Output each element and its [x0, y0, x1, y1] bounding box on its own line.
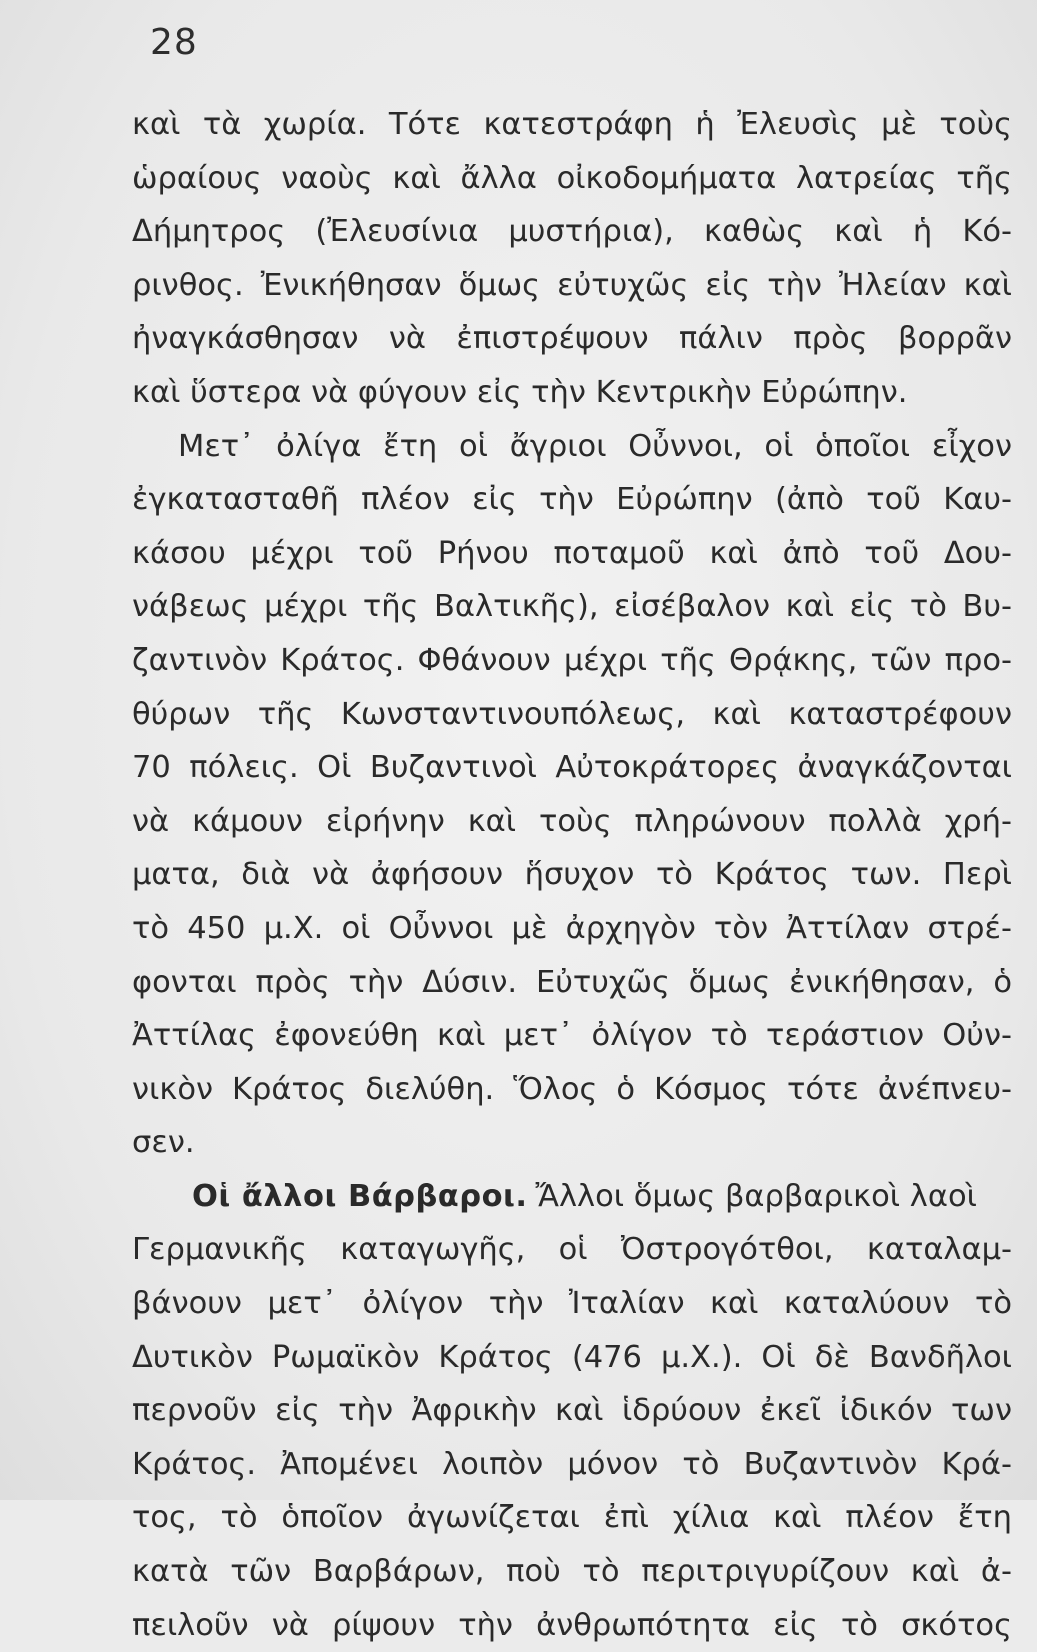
text-line: Κράτος. Ἀπομένει λοιπὸν μόνον τὸ Βυζαντινὸν Κρά-	[132, 1446, 1012, 1482]
text-line: ἐγκατασταθῆ πλέον εἰς τὴν Εὐρώπην (ἀπὸ τοῦ Καυ-	[132, 482, 1012, 518]
text-line: Δήμητρος (Ἐλευσίνια μυστήρια), καθὼς καὶ ἡ Κό-	[132, 214, 1012, 250]
section-first-line	[132, 1170, 1012, 1224]
body-text	[132, 98, 1012, 1652]
text-line: ζαντινὸν Κράτος. Φθάνουν μέχρι τῆς Θρᾴκης, τῶν προ-	[132, 642, 1012, 678]
text-line: φονται πρὸς τὴν Δύσιν. Εὐτυχῶς ὅμως ἐνικήθησαν, ὁ	[132, 964, 1012, 1000]
text-line: βάνουν μετ᾽ ὀλίγον τὴν Ἰταλίαν καὶ καταλύουν τὸ	[132, 1286, 1012, 1322]
text-line: κάσου μέχρι τοῦ Ρήνου ποταμοῦ καὶ ἀπὸ τοῦ Δου-	[132, 535, 1012, 571]
text-line: νάβεως μέχρι τῆς Βαλτικῆς), εἰσέβαλον καὶ εἰς τὸ Βυ-	[132, 589, 1012, 625]
text-line: κατὰ τῶν Βαρβάρων, ποὺ τὸ περιτριγυρίζουν καὶ ἀ-	[132, 1554, 1012, 1590]
text-line: ρινθος. Ἐνικήθησαν ὅμως εὐτυχῶς εἰς τὴν Ἠλείαν καὶ	[132, 267, 1012, 303]
text-line: ὡραίους ναοὺς καὶ ἄλλα οἰκοδομήματα λατρείας τῆς	[132, 160, 1012, 196]
page-number: 28	[150, 22, 198, 63]
text-line: Δυτικὸν Ρωμαϊκὸν Κράτος (476 μ.Χ.). Οἱ δὲ Βανδῆλοι	[132, 1339, 1012, 1375]
section-heading: Οἱ ἄλλοι Βάρβαροι.	[192, 1178, 528, 1214]
text-line: περνοῦν εἰς τὴν Ἀφρικὴν καὶ ἱδρύουν ἐκεῖ ἰδικόν των	[132, 1393, 1012, 1429]
text-line: θύρων τῆς Κωνσταντινουπόλεως, καὶ καταστρέφουν	[132, 696, 1012, 732]
text-line: ἠναγκάσθησαν νὰ ἐπιστρέψουν πάλιν πρὸς βορρᾶν	[132, 321, 1012, 357]
text-line: καὶ ὕστερα νὰ φύγουν εἰς τὴν Κεντρικὴν Εὐρώπην.	[132, 374, 908, 410]
text-line: τος, τὸ ὁποῖον ἀγωνίζεται ἐπὶ χίλια καὶ πλέον ἔτη	[132, 1500, 1012, 1536]
text-line: Γερμανικῆς καταγωγῆς, οἱ Ὀστρογότθοι, καταλαμ-	[132, 1232, 1012, 1268]
text-line: 70 πόλεις. Οἱ Βυζαντινοὶ Αὐτοκράτορες ἀναγκάζονται	[132, 750, 1012, 786]
text-line: καὶ τὰ χωρία. Τότε κατεστράφη ἡ Ἐλευσὶς μὲ τοὺς	[132, 107, 1012, 142]
section-first-line-text: Ἄλλοι ὅμως βαρβαρικοὶ λαοὶ	[535, 1178, 977, 1214]
text-line: σεν.	[132, 1125, 195, 1161]
text-line: Ἀττίλας ἐφονεύθη καὶ μετ᾽ ὀλίγον τὸ τεράστιον Οὐν-	[132, 1018, 1012, 1054]
text-line: ματα, διὰ νὰ ἀφήσουν ἥσυχον τὸ Κράτος των. Περὶ	[132, 857, 1012, 893]
paragraph-start-line: Μετ᾽ ὀλίγα ἔτη οἱ ἄγριοι Οὖννοι, οἱ ὁποῖοι εἶχον	[178, 428, 1012, 464]
text-line: πειλοῦν νὰ ρίψουν τὴν ἀνθρωπότητα εἰς τὸ σκότος	[132, 1607, 1012, 1643]
text-line: νὰ κάμουν εἰρήνην καὶ τοὺς πληρώνουν πολλὰ χρή-	[132, 803, 1012, 839]
text-line: τὸ 450 μ.Χ. οἱ Οὖννοι μὲ ἀρχηγὸν τὸν Ἀττίλαν στρέ-	[132, 910, 1012, 946]
text-line: νικὸν Κράτος διελύθη. Ὅλος ὁ Κόσμος τότε ἀνέπνευ-	[132, 1071, 1012, 1107]
